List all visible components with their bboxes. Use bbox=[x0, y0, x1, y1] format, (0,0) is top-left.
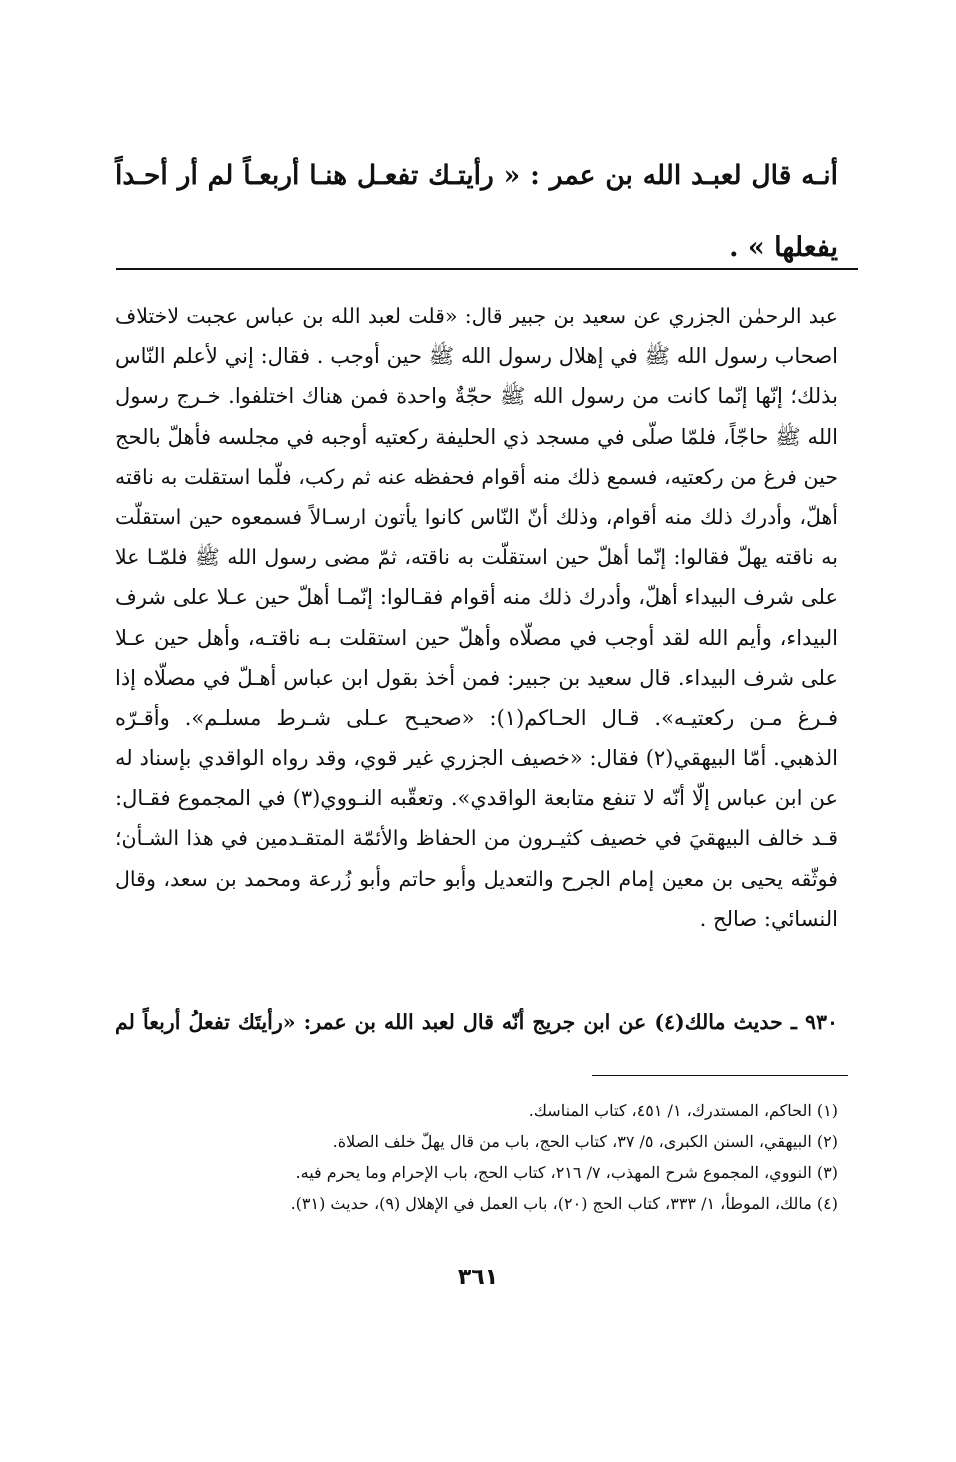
commentary-line: به ناقته يهلّ فقالوا: إنّما أهلّ حين استقلّت به ناقته، ثمّ مضى رسول الله ﷺ فلمّـا علا bbox=[115, 545, 838, 570]
commentary-line: على شرف البيداء أهلّ، وأدرك ذلك منه أقوام فقـالوا: إنّمـا أهلّ حين عـلا على شرف bbox=[115, 585, 838, 610]
footnote-4: (٤) مالك، الموطأ، ١/ ٣٣٣، كتاب الحج (٢٠)، باب العمل في الإهلال (٩)، حديث (٣١). bbox=[290, 1194, 838, 1213]
footnote-1: (١) الحاكم، المستدرك، ١/ ٤٥١، كتاب المناسك. bbox=[528, 1101, 838, 1120]
commentary-line: اصحاب رسول الله ﷺ في إهلال رسول الله ﷺ حين أوجب . فقال: إني لأعلم النّاس bbox=[115, 344, 838, 369]
commentary-line: عبد الرحمٰن الجزري عن سعيد بن جبير قال: «قلت لعبد الله بن عباس عجبت لاختلاف bbox=[115, 304, 838, 328]
commentary-line: الذهبي. أمّا البيهقي(٢) فقال: «خصيف الجزري غير قوي، وقد رواه الواقدي بإسناد له bbox=[115, 746, 838, 771]
footnote-3: (٣) النووي، المجموع شرح المهذب، ٧/ ٢١٦، كتاب الحج، باب الإحرام وما يحرم فيه. bbox=[295, 1163, 838, 1182]
commentary-line: قـد خالف البيهقيَ في خصيف كثيـرون من الحفاظ والأئمّة المتقـدمين في هذا الشـأن؛ bbox=[115, 826, 838, 851]
footnotes bbox=[200, 1095, 838, 1219]
commentary-line: البيداء، وأيم الله لقد أوجب في مصلّاه وأهلّ حين استقلت بـه ناقتـه، وأهل حين عـلا bbox=[115, 625, 838, 650]
footnote-divider bbox=[592, 1075, 848, 1076]
commentary-line: النسائي: صالح . bbox=[699, 906, 838, 931]
commentary-line: عن ابن عباس إلّا أنّه لا تنفع متابعة الواقدي». وتعقّبه النـووي(٣) في المجموع فقـال: bbox=[115, 786, 838, 811]
hadith-930-heading: ٩٣٠ ـ حديث مالك(٤) عن ابن جريج أنّه قال لعبد الله بن عمر: «رأيتَك تفعلُ أربعاً لم bbox=[115, 1010, 838, 1034]
hadith-text-top bbox=[115, 140, 838, 284]
page-number: ٣٦١ bbox=[457, 1265, 499, 1290]
commentary-line: حين فرغ من ركعتيه، فسمع ذلك منه أقوام فحفظه عنه ثم ركب، فلّما استقلت به ناقته bbox=[115, 464, 838, 489]
commentary-line: بذلك؛ إنّها إنّما كانت من رسول الله ﷺ حجّةٌ واحدة فمن هناك اختلفوا. خـرج رسول bbox=[115, 384, 838, 409]
commentary-block bbox=[115, 296, 838, 939]
hadith-line: يفعلها » . bbox=[729, 232, 838, 263]
commentary-line: أهلّ، وأدرك ذلك منه أقوام، وذلك أنّ النّاس كانوا يأتون ارسـالاً فسمعوه حين استقلّت bbox=[115, 504, 838, 529]
hadith-line: أنـه قال لعبـد الله بن عمر : « رأيتـك تفعـل هنـا أربعـاً لم أر أحـداً bbox=[115, 160, 838, 191]
section-divider bbox=[116, 268, 858, 270]
commentary-line: فـرغ مـن ركعتيـه». قـال الحـاكم(١): «صحيـح عـلى شـرط مسلـم». وأقـرّه bbox=[115, 705, 838, 730]
commentary-line: فوثّقه يحيى بن معين إمام الجرح والتعديل وأبو حاتم وأبو زُرعة ومحمد بن سعد، وقال bbox=[115, 866, 838, 891]
commentary-line: الله ﷺ حاجّاً، فلمّا صلّى في مسجد ذي الحليفة ركعتيه أوجبه في مجلسه فأهلّ بالحج bbox=[115, 424, 838, 449]
footnote-2: (٢) البيهقي، السنن الكبرى، ٥/ ٣٧، كتاب الحج، باب من قال يهلّ خلف الصلاة. bbox=[332, 1132, 838, 1151]
commentary-line: على شرف البيداء. قال سعيد بن جبير: فمن أخذ بقول ابن عباس أهـلّ في مصلّاه إذا bbox=[115, 665, 838, 690]
